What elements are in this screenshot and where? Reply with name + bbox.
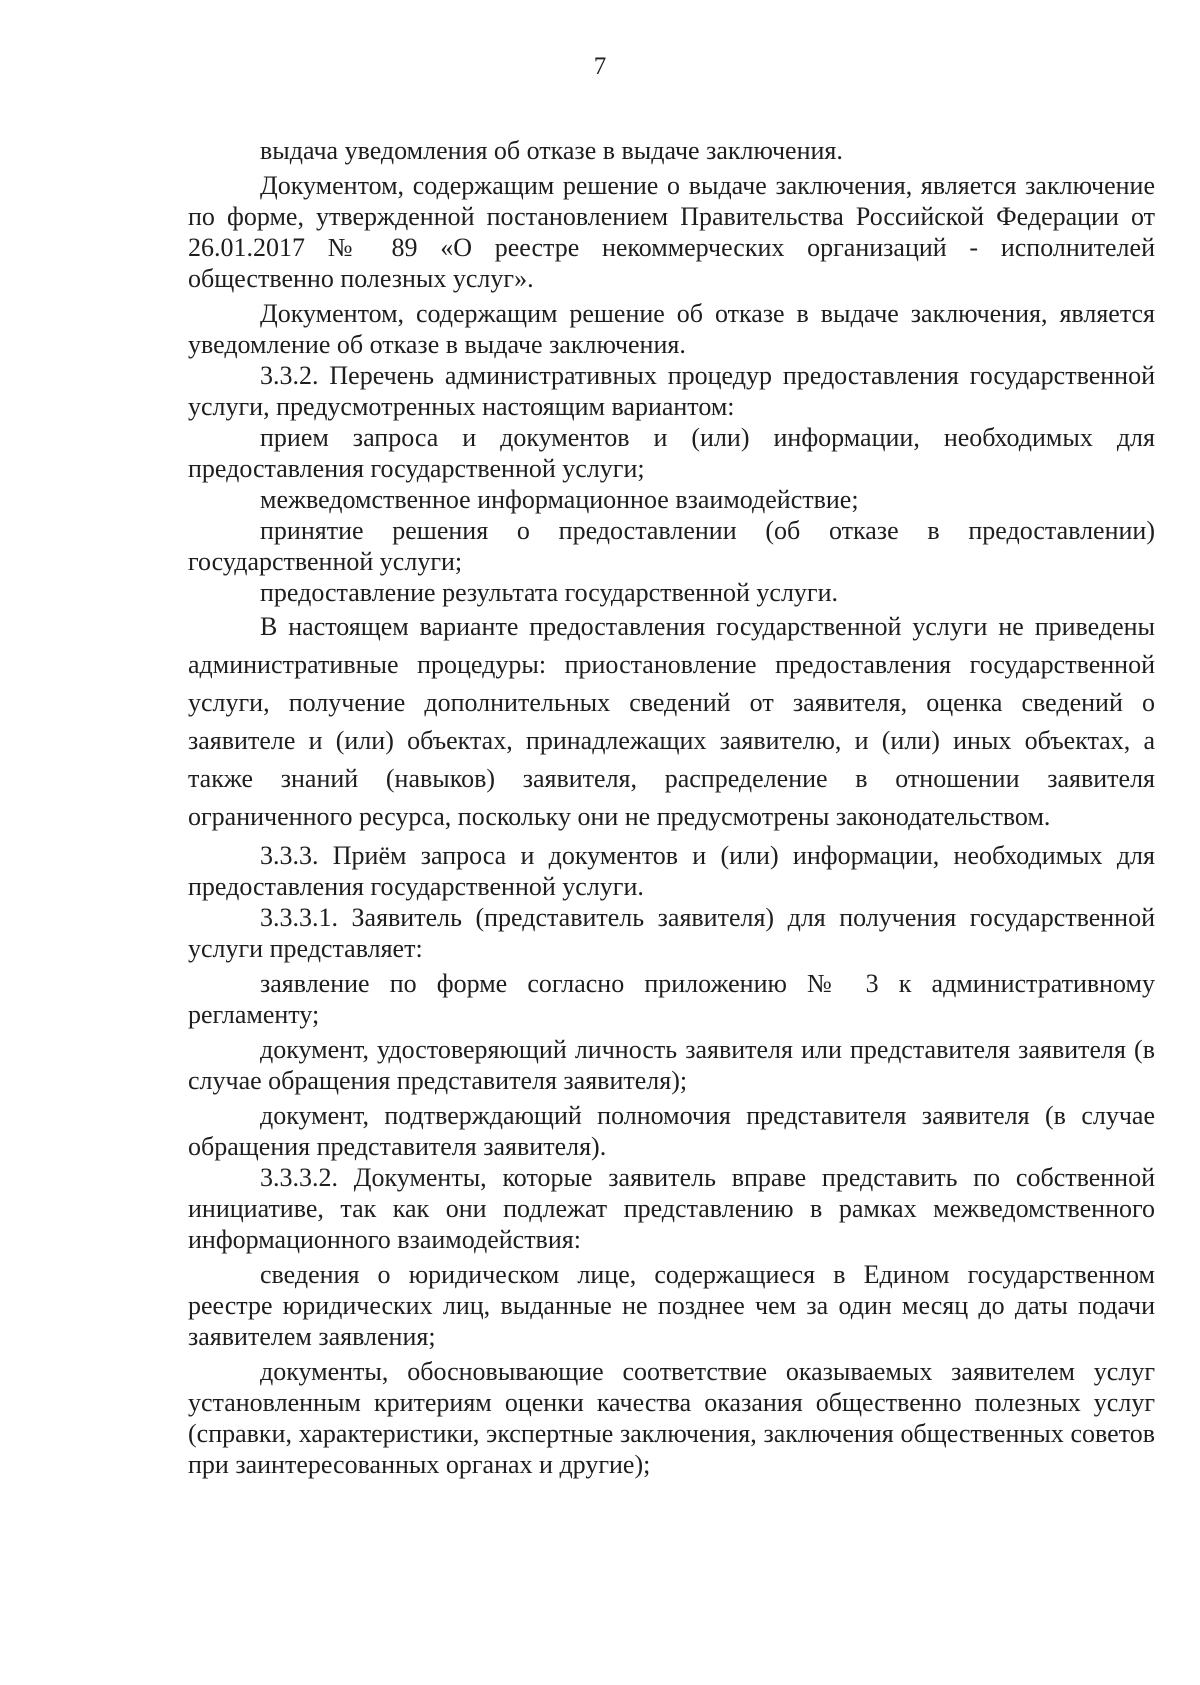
page-number: 7 bbox=[593, 53, 607, 80]
list-item-request-reception: прием запроса и документов и (или) информации, необходимых для предоставления государственной услуги; bbox=[188, 423, 1155, 483]
paragraph-decision-document: Документом, содержащим решение о выдаче заключения, является заключение по форме, утвержденной постановлением Правительства Российской Федерации от 26.01.2017 № 89 «О реестре некоммерческих организаций - исполнителей общественно полезных услуг». bbox=[188, 171, 1155, 293]
paragraph-section-3-3-3: 3.3.3. Приём запроса и документов и (или) информации, необходимых для предоставления государственной услуги. bbox=[188, 841, 1155, 901]
list-item-identity-document: документ, удостоверяющий личность заявителя или представителя заявителя (в случае обращения представителя заявителя); bbox=[188, 1035, 1155, 1095]
list-item-authority-document: документ, подтверждающий полномочия представителя заявителя (в случае обращения представителя заявителя). bbox=[188, 1101, 1155, 1161]
list-item-decision: принятие решения о предоставлении (об отказе в предоставлении) государственной услуги; bbox=[188, 516, 1155, 576]
list-item-application: заявление по форме согласно приложению № 3 к административному регламенту; bbox=[188, 969, 1155, 1029]
list-item-interagency: межведомственное информационное взаимодействие; bbox=[260, 485, 859, 514]
paragraph-section-3-3-3-1: 3.3.3.1. Заявитель (представитель заявителя) для получения государственной услуги представляет: bbox=[188, 903, 1155, 963]
paragraph-omitted-procedures: В настоящем варианте предоставления государственной услуги не приведены административные процедуры: приостановление предоставления государственной услуги, получение дополнительных сведений от заявителя, оценка сведений о заявителе и (или) объектах, принадлежащих заявителю, и (или) иных объектах, а также знаний (навыков) заявителя, распределение в отношении заявителя ограниченного ресурса, поскольку они не предусмотрены законодательством. bbox=[188, 612, 1155, 831]
paragraph-section-3-3-2: 3.3.2. Перечень административных процедур предоставления государственной услуги, предусмотренных настоящим вариантом: bbox=[188, 361, 1155, 421]
paragraph-refusal-document: Документом, содержащим решение об отказе в выдаче заключения, является уведомление об отказе в выдаче заключения. bbox=[188, 299, 1155, 359]
paragraph-section-3-3-3-2: 3.3.3.2. Документы, которые заявитель вправе представить по собственной инициативе, так как они подлежат представлению в рамках межведомственного информационного взаимодействия: bbox=[188, 1163, 1155, 1254]
list-item-egrul-info: сведения о юридическом лице, содержащиеся в Едином государственном реестре юридических лиц, выданные не позднее чем за один месяц до даты подачи заявителем заявления; bbox=[188, 1260, 1155, 1351]
paragraph-result-refusal: выдача уведомления об отказе в выдаче заключения. bbox=[260, 136, 843, 165]
list-item-result: предоставление результата государственной услуги. bbox=[260, 578, 839, 607]
document-body bbox=[188, 135, 1155, 1480]
list-item-quality-documents: документы, обосновывающие соответствие оказываемых заявителем услуг установленным критериям оценки качества оказания общественно полезных услуг (справки, характеристики, экспертные заключения, заключения общественных советов при заинтересованных органах и другие); bbox=[188, 1357, 1155, 1479]
